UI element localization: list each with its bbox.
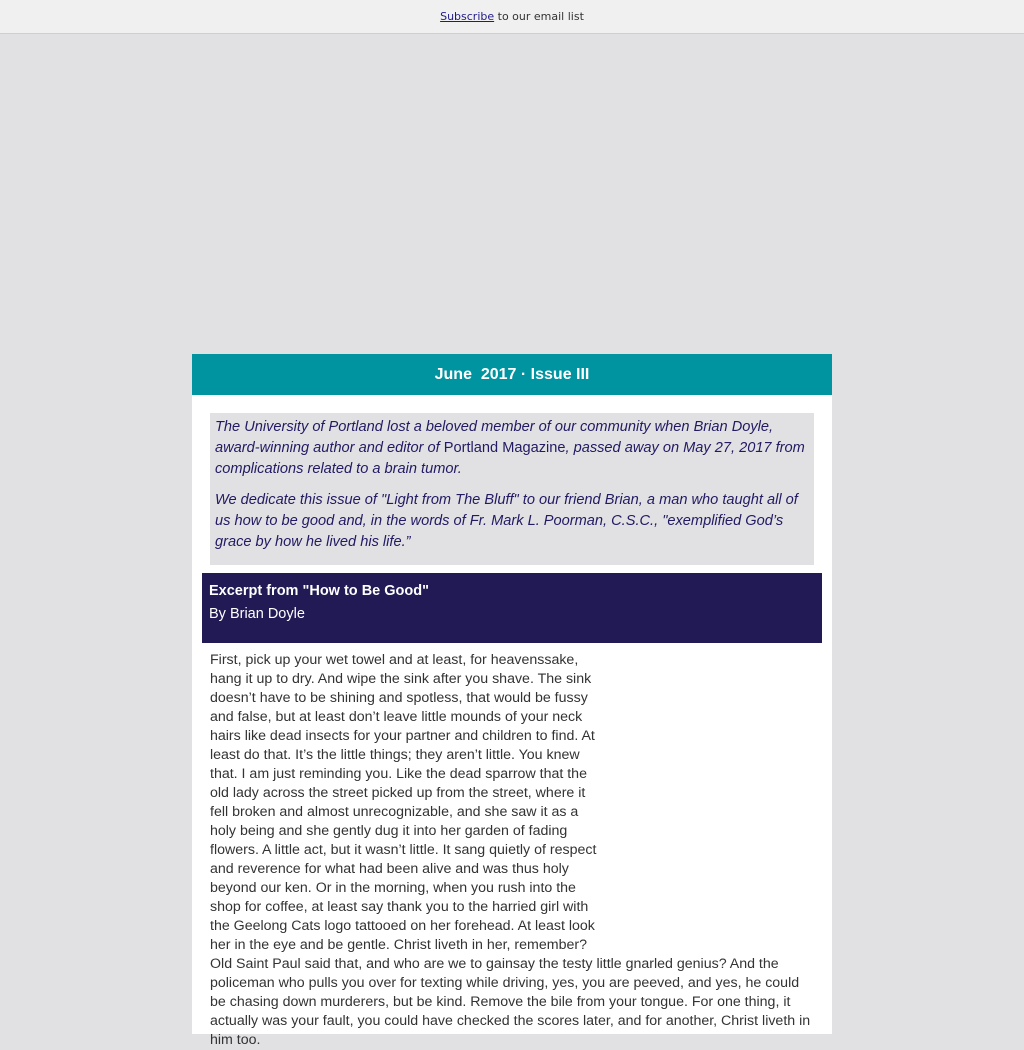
excerpt-paragraph: First, pick up your wet towel and at least, for heavenssake, hang it up to dry. And wipe the sink after you shave. The sink doesn’t have to be shining and spotless, that would be fussy and false, but at least don’t leave little mounds of your neck hairs like dead insects for your partner and children to find. At least do that. It’s the little things; they aren’t little. You knew that. I am just reminding you. Like the dead sparrow that the old lady across the street picked up from the street, where it fell broken and almost unrecognizable, and she saw it as a holy being and she gently dug it into her garden of fading flowers. A little act, but it wasn’t little. It sang quietly of respect and reverence for what had been alive and was thus holy beyond our ken. Or in the morning, when you rush into the shop for coffee, at least say thank you to the harried girl with the Geelong Cats logo tattooed on her forehead. At least look her in the eye and be gentle. Christ liveth in her, remember? Old Saint Paul said that, and who are we to gainsay the testy little gnarled genius? And the policeman who pulls you over for texting while driving, yes, you are peeved, and yes, he could be chasing down murderers, but be kind. Remove the bile from your tongue. For one thing, it actually was your fault, you could have checked the scores later, and for another, Christ liveth in him too. [210, 652, 811, 1048]
excerpt-title: Excerpt from "How to Be Good" [209, 583, 429, 599]
dedication-box [210, 413, 814, 565]
excerpt-body [210, 651, 814, 1050]
magazine-name: Portland Magazine [443, 440, 566, 456]
dedication-paragraph-2: We dedicate this issue of "Light from The Bluff" to our friend Brian, a man who taught all of us how to be good and, in the words of Fr. Mark L. Poorman, C.S.C., "exemplified God’s grace by how he lived his life.” [215, 492, 798, 550]
excerpt-header [202, 573, 822, 643]
subscribe-suffix: to our email list [494, 10, 584, 23]
dedication-paragraph-1: The University of Portland lost a beloved member of our community when Brian Doyle, award-winning author and editor of Portland Magazine, passed away on May 27, 2017 from complications related to a brain tumor. [215, 419, 805, 477]
excerpt-byline: By Brian Doyle [209, 606, 305, 622]
subscribe-link[interactable]: Subscribe [440, 10, 495, 23]
issue-header: June 2017 · Issue III [192, 354, 832, 395]
image-placeholder [604, 651, 814, 950]
newsletter-container [192, 354, 832, 1048]
email-subscribe-bar [0, 0, 1024, 34]
